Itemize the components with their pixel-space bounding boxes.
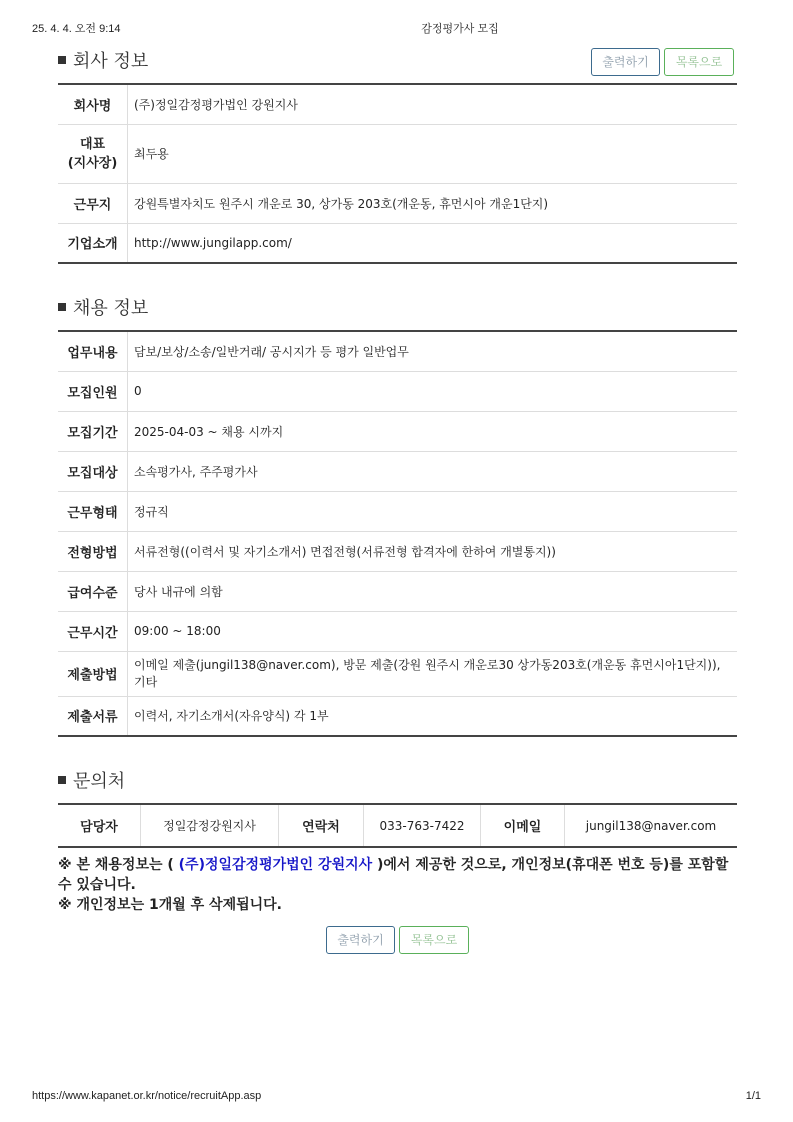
- company-intro-link[interactable]: http://www.jungilapp.com/: [134, 235, 292, 250]
- print-button-bottom[interactable]: 출력하기: [326, 926, 395, 954]
- work-hours-value: 09:00 ~ 18:00: [128, 611, 738, 651]
- employment-type-value: 정규직: [128, 491, 738, 531]
- company-name-value: (주)정일감정평가법인 강원지사: [128, 84, 738, 124]
- table-row: [58, 411, 737, 451]
- job-duty-label: 업무내용: [58, 331, 128, 371]
- table-row: [58, 651, 737, 696]
- documents-value: 이력서, 자기소개서(자유양식) 각 1부: [134, 709, 329, 724]
- print-page-title: 감정평가사 모집: [421, 23, 499, 35]
- company-section-label: 회사 정보: [73, 51, 149, 72]
- print-url: https://www.kapanet.or.kr/notice/recruitApp.asp: [32, 1090, 262, 1102]
- email-value: jungil138@naver.com: [585, 818, 717, 833]
- company-section-title: [58, 47, 148, 73]
- table-row: [58, 84, 737, 124]
- privacy-notice: [58, 855, 738, 915]
- print-button-top[interactable]: 출력하기: [591, 48, 660, 76]
- table-row: [58, 804, 737, 847]
- email-label: 이메일: [481, 804, 565, 847]
- manager-value: 정일감정강원지사: [141, 804, 279, 847]
- selection-method-value: 서류전형((이력서 및 자기소개서) 면접전형(서류전형 합격자에 한하여 개별통지)): [128, 531, 738, 571]
- company-intro-label: 기업소개: [58, 223, 128, 263]
- table-row: [58, 223, 737, 263]
- phone-value: 033-763-7422: [364, 804, 481, 847]
- job-duty-value: 담보/보상/소송/일반거래/ 공시지가 등 평가 일반업무: [128, 331, 738, 371]
- table-row: [58, 183, 737, 223]
- table-row: [58, 611, 737, 651]
- privacy-notice-line2: ※ 개인정보는 1개월 후 삭제됩니다.: [58, 897, 282, 913]
- selection-method-label: 전형방법: [58, 531, 128, 571]
- inquiry-section-title: [58, 767, 125, 793]
- workplace-label: 근무지: [58, 183, 128, 223]
- print-datetime: 25. 4. 4. 오전 9:14: [32, 23, 121, 35]
- headcount-value: 0: [128, 371, 738, 411]
- print-page-number: 1/1: [745, 1090, 761, 1102]
- salary-value: 당사 내규에 의함: [128, 571, 738, 611]
- target-value: 소속평가사, 주주평가사: [128, 451, 738, 491]
- inquiry-section-label: 문의처: [73, 771, 126, 792]
- period-value: 2025-04-03 ~ 채용 시까지: [128, 411, 738, 451]
- representative-value: 최두용: [128, 124, 738, 183]
- headcount-label: 모집인원: [58, 371, 128, 411]
- manager-label: 담당자: [58, 804, 141, 847]
- table-row: [58, 331, 737, 371]
- notice-company-name: (주)정일감정평가법인 강원지사: [178, 857, 373, 873]
- documents-label: 제출서류: [58, 696, 128, 736]
- table-row: [58, 571, 737, 611]
- company-info-table: [58, 83, 737, 264]
- table-row: [58, 491, 737, 531]
- table-row: [58, 451, 737, 491]
- table-row: [58, 124, 737, 183]
- privacy-notice-line1: ※ 본 채용정보는 ( (주)정일감정평가법인 강원지사 )에서 제공한 것으로, 개인정보(휴대폰 번호 등)를 포함할 수 있습니다.: [58, 857, 729, 893]
- square-bullet-icon: [58, 56, 66, 64]
- square-bullet-icon: [58, 303, 66, 311]
- submission-method-label: 제출방법: [58, 651, 128, 696]
- list-button-top[interactable]: 목록으로: [664, 48, 734, 76]
- square-bullet-icon: [58, 776, 66, 784]
- workplace-value: 강원특별자치도 원주시 개운로 30, 상가동 203호(개운동, 휴먼시아 개운1단지): [128, 183, 738, 223]
- table-row: [58, 696, 737, 736]
- list-button-bottom[interactable]: 목록으로: [399, 926, 469, 954]
- target-label: 모집대상: [58, 451, 128, 491]
- employment-type-label: 근무형태: [58, 491, 128, 531]
- recruit-info-table: [58, 330, 737, 737]
- submission-method-value: 이메일 제출(jungil138@naver.com), 방문 제출(강원 원주시 개운로30 상가동203호(개운동 휴먼시아1단지)), 기타: [128, 651, 738, 696]
- recruit-section-title: [58, 294, 148, 320]
- period-label: 모집기간: [58, 411, 128, 451]
- salary-label: 급여수준: [58, 571, 128, 611]
- inquiry-table: [58, 803, 737, 848]
- work-hours-label: 근무시간: [58, 611, 128, 651]
- table-row: [58, 371, 737, 411]
- recruit-section-label: 채용 정보: [73, 298, 149, 319]
- table-row: [58, 531, 737, 571]
- company-name-label: 회사명: [58, 84, 128, 124]
- phone-label: 연락처: [279, 804, 364, 847]
- representative-label: 대표 (지사장): [58, 124, 128, 183]
